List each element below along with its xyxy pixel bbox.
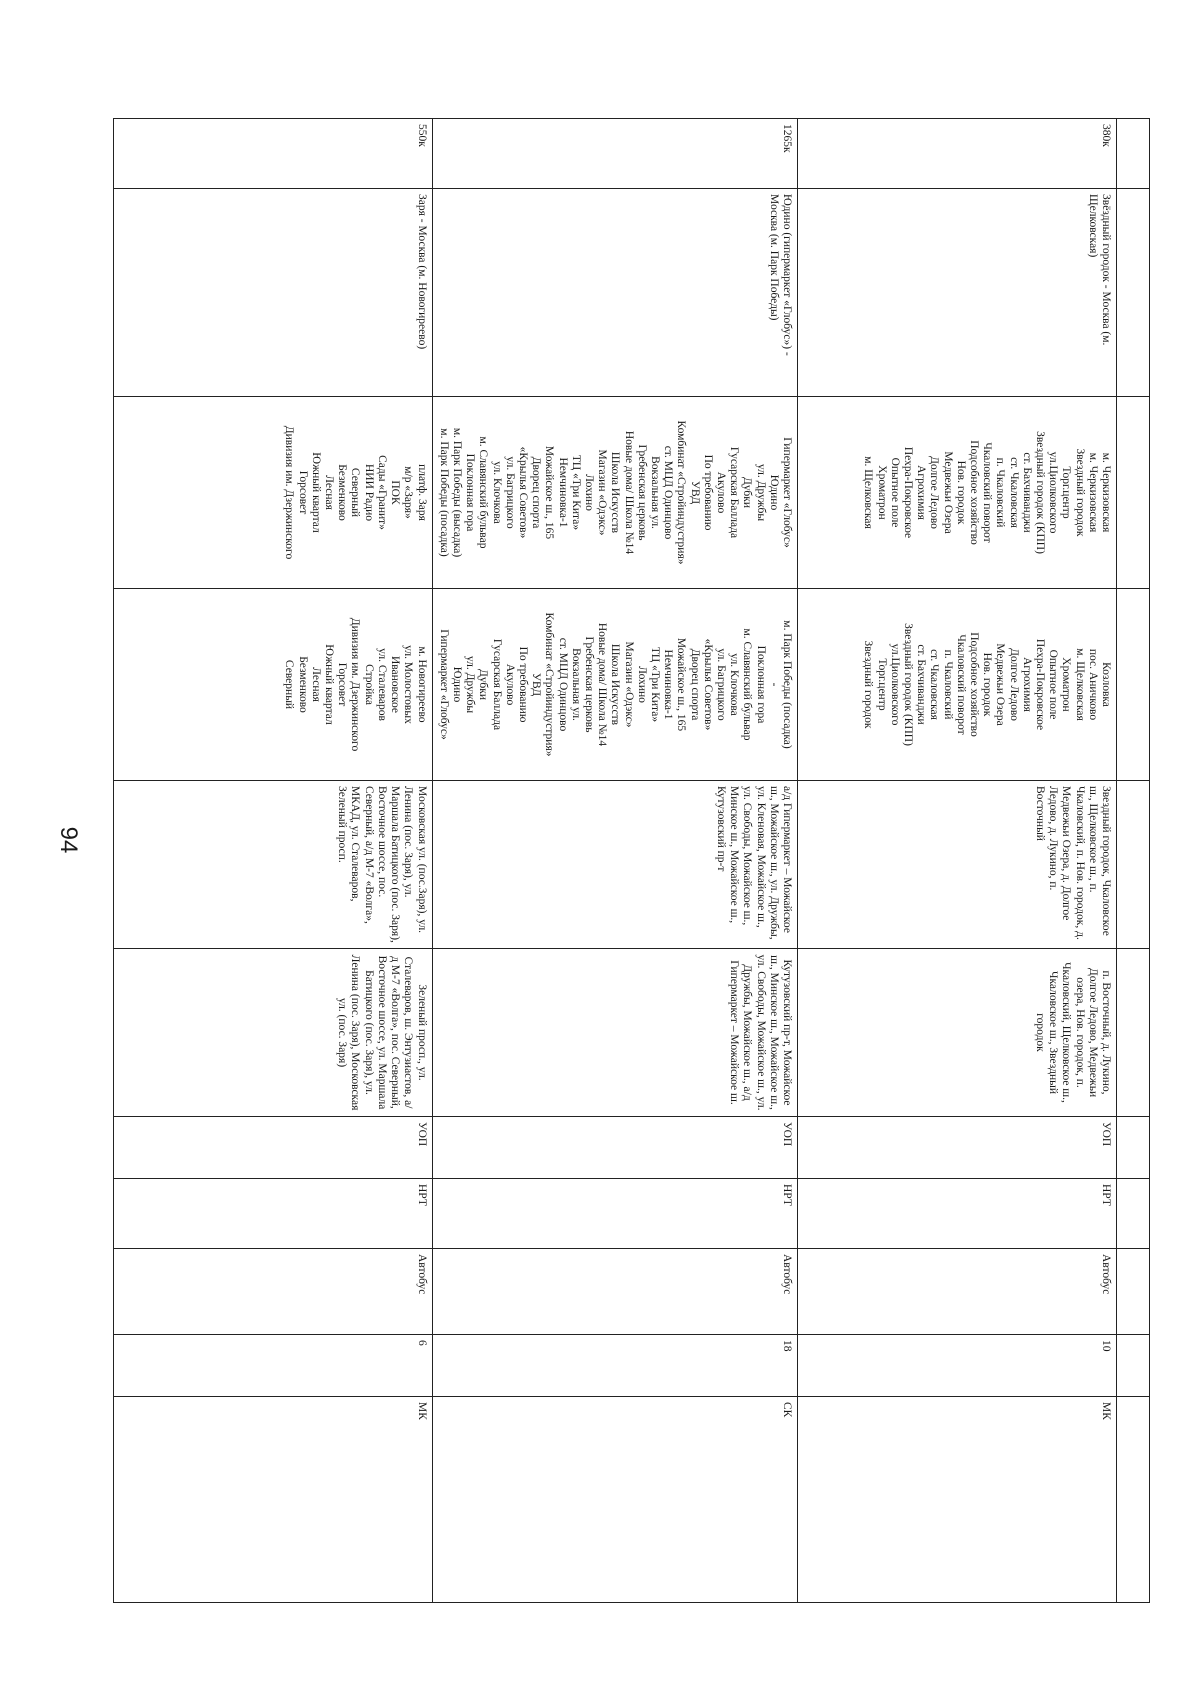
streets-forward: Московская ул. (пос.Заря), ул. Ленина (пос. Заря), ул. Маршала Батицкого (пос. Заря), Восточное шоссе, пос. Северный, а/д М-7 «Волга», МКАД, ул. Сталеваров, Зеленый просп. xyxy=(113,781,432,949)
stop-item: Чкаловский поворот xyxy=(954,634,967,735)
stop-item: Дивизия им. Дзержинского xyxy=(349,617,362,752)
vehicle-count: 6 xyxy=(113,1335,432,1397)
stop-item: Медвежьи Озера xyxy=(994,643,1007,726)
stop-item: м. Щелковская xyxy=(862,456,875,529)
stop-item: Лохино xyxy=(635,666,648,703)
stop-item: «Крылья Советов» xyxy=(516,446,529,539)
stop-item: Новые дома/ Школа №14 xyxy=(596,622,609,747)
vehicle-class: МК xyxy=(798,1397,1117,1603)
stop-item: Долгое Ледово xyxy=(928,456,941,529)
stop-item: По требованию xyxy=(516,646,529,723)
stop-item: ул. Сталеваров xyxy=(375,648,388,721)
stop-item: Нов. городок xyxy=(954,460,967,525)
stop-item: Безменково xyxy=(296,656,309,713)
fare-type: НРТ xyxy=(113,1179,432,1249)
header-cell xyxy=(1117,949,1150,1117)
vehicle-count: 10 xyxy=(798,1335,1117,1397)
stop-item: Магазин «Одэкс» xyxy=(596,449,609,536)
stop-item: Можайское ш., 165 xyxy=(543,445,556,540)
fare-type: НРТ xyxy=(432,1179,797,1249)
vehicle-type: Автобус xyxy=(113,1249,432,1335)
vehicle-type: Автобус xyxy=(798,1249,1117,1335)
header-cell xyxy=(1117,189,1150,397)
header-cell xyxy=(1117,1397,1150,1603)
stop-item: ул.Циолковского xyxy=(1047,451,1060,534)
stop-item: Лесная xyxy=(323,475,336,510)
stop-item: Гипермаркет «Глобус» xyxy=(781,437,793,548)
stop-item: Дворец спорта xyxy=(530,456,543,529)
stop-item: Поклонная гора xyxy=(754,645,767,724)
route-name: Юдино (гипермаркет «Глобус») - Москва (м. Парк Победы) xyxy=(432,189,797,397)
stop-item: ст. Чкаловская xyxy=(1007,457,1020,528)
stop-item: Долгое Ледово xyxy=(1007,648,1020,721)
stops-backward xyxy=(113,589,432,781)
stop-item: Дубки xyxy=(477,668,490,701)
fare-type: НРТ xyxy=(798,1179,1117,1249)
header-cell xyxy=(1117,1335,1150,1397)
stop-item: ул. Клочкова xyxy=(490,461,503,524)
stop-item: м. Щелковская xyxy=(1073,648,1086,721)
stop-order: УОП xyxy=(432,1117,797,1179)
stop-item: Гребенская церковь xyxy=(582,636,595,733)
stop-item: ул. Дружбы xyxy=(464,655,477,714)
header-cell xyxy=(1117,1117,1150,1179)
stop-item: п. Чкаловский xyxy=(994,457,1007,528)
stop-item: Звездный городок (КПП) xyxy=(1033,431,1046,554)
stop-item: Опытное поле xyxy=(1047,649,1060,720)
stop-item: НИИ Радио xyxy=(362,463,375,522)
streets-forward: а/д Гипермаркет – Можайское ш., Можайское ш., ул. Дружбы, ул. Кленовая, Можайское ш., ул. Свободы, Можайское ш., Минское ш., Можайское ш., Кутузовский пр-т xyxy=(432,781,797,949)
stop-item: ул. Молостовых xyxy=(402,645,415,724)
stop-item: п. Чкаловский xyxy=(941,649,954,720)
stop-item: Торг.центр xyxy=(1060,466,1073,519)
vehicle-class: МК xyxy=(113,1397,432,1603)
stop-item: пос. Аничково xyxy=(1086,648,1099,721)
stop-item: Северный xyxy=(349,467,362,518)
stop-item: ПОК xyxy=(389,480,402,505)
stop-item: ул. Багрицкого xyxy=(503,456,516,529)
stop-order: УОП xyxy=(798,1117,1117,1179)
header-cell xyxy=(1117,397,1150,589)
vehicle-count: 18 xyxy=(432,1335,797,1397)
stop-item: Акулово xyxy=(503,663,516,706)
page-number: 94 xyxy=(55,826,82,854)
stop-item: Агрохимия xyxy=(1020,657,1033,712)
stop-item: Гусарская Баллада xyxy=(490,638,503,731)
routes-table xyxy=(113,118,1150,1603)
stop-item: ул. Дружбы xyxy=(754,463,767,522)
stop-item: Торг.центр xyxy=(875,658,888,711)
stop-item: Стройка xyxy=(362,664,375,705)
stop-item: платф. Заря xyxy=(415,464,428,521)
stop-item: ст. МЦД Одинцово xyxy=(556,637,569,732)
stop-item: Звездный городок xyxy=(1073,448,1086,537)
stop-item: м. Парк Победы (высадка) xyxy=(450,427,463,558)
streets-backward: Зеленый просп., ул. Сталеваров, ш. Энтузиастов, а/д М-7 «Волга», пос. Северный, Восточное шоссе, ул. Маршала Батицкого (пос. Заря), ул. Ленина (пос. Заря), Московская ул. (пос. Заря) xyxy=(113,949,432,1117)
vehicle-type: Автобус xyxy=(432,1249,797,1335)
stop-item: Чкаловский поворот xyxy=(981,442,994,543)
stop-item: Медвежьи Озера xyxy=(941,451,954,534)
streets-backward: п. Восточный, д. Лукино, Долгое Ледово, Медвежьи озера, Нов. городок, п. Чкаловский, Щелковское ш., Чкаловское ш., Звездный городок xyxy=(798,949,1117,1117)
stop-item: Лесная xyxy=(309,667,322,702)
stop-item: Гусарская Баллада xyxy=(728,446,741,539)
header-row xyxy=(1117,119,1150,1603)
stop-item: Подсобное хозяйство xyxy=(967,440,980,545)
stop-item: Хроматрон xyxy=(875,465,888,520)
stop-item: Горсовет xyxy=(296,470,309,515)
stop-item: Ивановское xyxy=(389,655,402,714)
stop-order: УОП xyxy=(113,1117,432,1179)
stop-item: Вокзальная ул. xyxy=(648,456,661,529)
streets-backward: Кутузовский пр-т, Можайское ш., Минское ш., Можайское ш., ул. Свободы, Можайское ш., ул. Дружбы, Можайское ш., а/д Гипермаркет – Можайское ш. xyxy=(432,949,797,1117)
stop-item: Пехра-Покровское xyxy=(1033,638,1046,731)
stop-item: ТЦ «Три Кита» xyxy=(569,454,582,531)
stop-item: Лохино xyxy=(582,474,595,511)
stop-item: м. Черкизовская xyxy=(1100,452,1112,533)
stop-item: Акулово xyxy=(714,471,727,514)
stop-item: Юдино xyxy=(450,666,463,703)
stop-item: ст. Бахчиванджи xyxy=(915,644,928,725)
stop-item: Школа Искусств xyxy=(609,643,622,726)
stop-item: ул. Багрицкого xyxy=(714,648,727,721)
stop-item: ст. МЦД Одинцово xyxy=(662,445,675,540)
stop-item: Комбинат «Стройиндустрия» xyxy=(543,612,556,757)
stop-item: «Крылья Советов» xyxy=(701,638,714,731)
stop-item: Магазин «Одэкс» xyxy=(622,641,635,728)
stops-backward xyxy=(798,589,1117,781)
stop-item: - xyxy=(767,682,780,687)
stop-item: Нов. городок xyxy=(981,652,994,717)
route-row xyxy=(798,119,1117,1603)
stop-item: Безменково xyxy=(336,464,349,521)
stop-item: Козловка xyxy=(1100,662,1112,707)
stop-item: Гипермаркет «Глобус» xyxy=(437,629,450,740)
stop-item: Опытное поле xyxy=(888,457,901,528)
stop-item: Пехра-Покровское xyxy=(901,446,914,539)
route-name: Звёздный городок - Москва (м. Щелковская) xyxy=(798,189,1117,397)
stops-forward xyxy=(798,397,1117,589)
stop-item: Подсобное хозяйство xyxy=(967,632,980,737)
header-cell xyxy=(1117,1249,1150,1335)
stop-item: Новые дома/ Школа №14 xyxy=(622,430,635,555)
stop-item: Немчиновка-1 xyxy=(662,649,675,720)
stop-item: Дворец спорта xyxy=(688,648,701,721)
route-number: 550к xyxy=(113,119,432,189)
stop-item: ст. Бахчиванджи xyxy=(1020,452,1033,533)
stop-item: м. Парк Победы (посадка) xyxy=(781,620,793,749)
stop-item: Немчиновка-1 xyxy=(556,457,569,528)
stop-item: Юдино xyxy=(767,474,780,511)
route-row xyxy=(113,119,432,1603)
stop-item: м/р «Заря» xyxy=(402,466,415,519)
route-number: 380к xyxy=(798,119,1117,189)
stop-item: Хроматрон xyxy=(1060,657,1073,712)
stop-item: м. Новогиреево xyxy=(415,646,428,723)
header-cell xyxy=(1117,1179,1150,1249)
stop-item: УВД xyxy=(688,480,701,505)
stop-item: Поклонная гора xyxy=(464,453,477,532)
header-cell xyxy=(1117,119,1150,189)
stop-item: ул.Циолковского xyxy=(888,643,901,726)
stop-item: Звездный городок xyxy=(862,640,875,729)
stop-item: Вокзальная ул. xyxy=(569,648,582,721)
stop-item: Сады «Гранит» xyxy=(375,455,388,530)
stop-item: Агрохимия xyxy=(915,465,928,520)
stop-item: ст. Чкаловская xyxy=(928,649,941,720)
vehicle-class: СК xyxy=(432,1397,797,1603)
stop-item: УВД xyxy=(530,672,543,697)
stops-forward xyxy=(432,397,797,589)
streets-forward: Звездный городок, Чкаловское ш., Щелковское ш., п. Чкаловский, п. Нов. городок, д. Медвежьи Озера, д. Долгое Ледово, д. Лукино, п. Восточный xyxy=(798,781,1117,949)
stop-item: ул. Клочкова xyxy=(728,653,741,716)
stop-item: Горсовет xyxy=(336,662,349,707)
stops-forward xyxy=(113,397,432,589)
stop-item: ТЦ «Три Кита» xyxy=(648,646,661,723)
stop-item: Северный xyxy=(283,659,296,710)
stop-item: м. Черкизовская xyxy=(1086,452,1099,533)
stop-item: Южный квартал xyxy=(309,452,322,533)
route-number: 1265к xyxy=(432,119,797,189)
route-name: Заря - Москва (м. Новогиреево) xyxy=(113,189,432,397)
stop-item: По требованию xyxy=(701,454,714,531)
stop-item: Школа Искусств xyxy=(609,451,622,534)
stops-backward xyxy=(432,589,797,781)
route-row xyxy=(432,119,797,1603)
stop-item: Можайское ш., 165 xyxy=(675,637,688,732)
stop-item: Дивизия им. Дзержинского xyxy=(283,425,296,560)
stop-item: м. Славянский бульвар xyxy=(741,628,754,741)
routes-table-container xyxy=(182,118,1150,1602)
stop-item: Южный квартал xyxy=(323,644,336,725)
stop-item: Дубки xyxy=(741,476,754,509)
stop-item: м. Парк Победы (посадка) xyxy=(437,428,450,557)
stop-item: м. Славянский бульвар xyxy=(477,436,490,549)
stop-item: Комбинат «Стройиндустрия» xyxy=(675,420,688,565)
header-cell xyxy=(1117,589,1150,781)
header-cell xyxy=(1117,781,1150,949)
stop-item: Гребенская церковь xyxy=(635,444,648,541)
stop-item: Звездный городок (КПП) xyxy=(901,623,914,746)
